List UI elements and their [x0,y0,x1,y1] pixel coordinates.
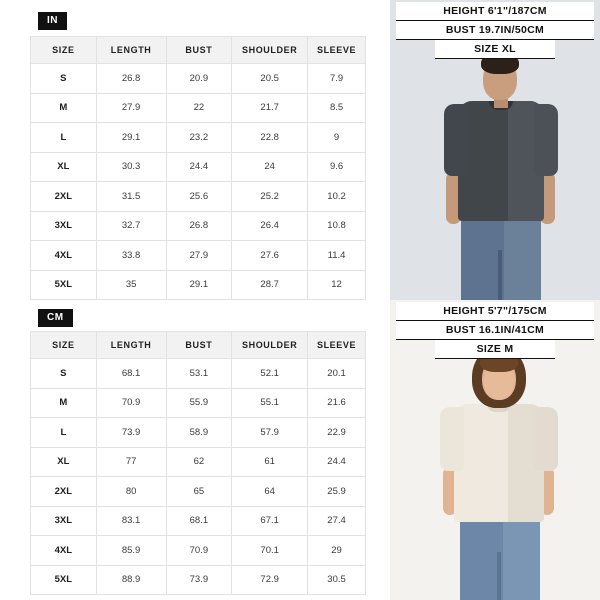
cell-shoulder: 55.1 [232,388,308,418]
column-header-shoulder: SHOULDER [232,37,308,64]
male-height-label: HEIGHT 6'1"/187CM [396,2,594,21]
cell-length: 27.9 [96,93,166,123]
cell-bust: 25.6 [166,182,232,212]
cell-sleeve: 7.9 [308,64,366,94]
cell-bust: 27.9 [166,241,232,271]
size-table-centimeters [30,331,366,595]
cell-length: 31.5 [96,182,166,212]
cell-sleeve: 21.6 [308,388,366,418]
cell-shoulder: 28.7 [232,270,308,300]
cell-shoulder: 67.1 [232,506,308,536]
table-header-row [31,332,366,359]
column-header-bust: BUST [166,332,232,359]
unit-badge-cm: CM [38,309,73,327]
cell-bust: 73.9 [166,565,232,595]
cell-sleeve: 12 [308,270,366,300]
male-right-sleeve [534,104,558,176]
cell-length: 88.9 [96,565,166,595]
size-table-inches [30,36,366,300]
cell-sleeve: 9.6 [308,152,366,182]
cell-bust: 58.9 [166,418,232,448]
cell-length: 73.9 [96,418,166,448]
cell-length: 85.9 [96,536,166,566]
cell-shoulder: 22.8 [232,123,308,153]
cell-shoulder: 72.9 [232,565,308,595]
cell-sleeve: 22.9 [308,418,366,448]
cell-length: 29.1 [96,123,166,153]
cell-size: 3XL [31,506,97,536]
cell-sleeve: 9 [308,123,366,153]
cell-sleeve: 25.9 [308,477,366,507]
cell-size: 5XL [31,270,97,300]
cell-sleeve: 24.4 [308,447,366,477]
column-header-length: LENGTH [96,37,166,64]
table-row [31,418,366,448]
model-photos-column [390,0,600,600]
female-jeans-seam [497,552,501,600]
column-header-size: SIZE [31,37,97,64]
table-row [31,506,366,536]
cell-bust: 26.8 [166,211,232,241]
cell-shoulder: 27.6 [232,241,308,271]
table-row [31,536,366,566]
table-row [31,241,366,271]
table-row [31,123,366,153]
cell-sleeve: 10.8 [308,211,366,241]
table-row [31,447,366,477]
table-row [31,359,366,389]
unit-badge-in-wrapper [38,10,67,30]
cell-length: 30.3 [96,152,166,182]
cell-shoulder: 25.2 [232,182,308,212]
cell-size: XL [31,152,97,182]
cell-sleeve: 8.5 [308,93,366,123]
cell-bust: 68.1 [166,506,232,536]
cell-size: M [31,388,97,418]
female-jeans-shadow [503,518,540,600]
cell-length: 33.8 [96,241,166,271]
table-row [31,565,366,595]
cell-length: 80 [96,477,166,507]
cell-size: L [31,418,97,448]
cell-bust: 55.9 [166,388,232,418]
female-size-label: SIZE M [435,340,555,359]
female-bust-label: BUST 16.1IN/41CM [396,321,594,340]
column-header-shoulder: SHOULDER [232,332,308,359]
column-header-sleeve: SLEEVE [308,332,366,359]
cell-sleeve: 11.4 [308,241,366,271]
cell-length: 26.8 [96,64,166,94]
column-header-bust: BUST [166,37,232,64]
cell-length: 68.1 [96,359,166,389]
female-height-label: HEIGHT 5'7"/175CM [396,302,594,321]
cell-length: 70.9 [96,388,166,418]
female-measurement-box [396,302,594,359]
cell-sleeve: 10.2 [308,182,366,212]
cell-bust: 29.1 [166,270,232,300]
cell-shoulder: 24 [232,152,308,182]
cell-size: S [31,64,97,94]
unit-badge-in: IN [38,12,67,30]
table-row [31,64,366,94]
cell-sleeve: 20.1 [308,359,366,389]
table-row [31,211,366,241]
cell-bust: 65 [166,477,232,507]
table-row [31,270,366,300]
cell-size: 4XL [31,241,97,271]
model-photo-female [390,300,600,600]
cell-bust: 22 [166,93,232,123]
cell-bust: 53.1 [166,359,232,389]
cell-sleeve: 29 [308,536,366,566]
cell-bust: 70.9 [166,536,232,566]
table-row [31,93,366,123]
male-bust-label: BUST 19.7IN/50CM [396,21,594,40]
male-jeans-shadow [504,214,541,300]
cell-size: L [31,123,97,153]
cell-shoulder: 70.1 [232,536,308,566]
cell-length: 83.1 [96,506,166,536]
cell-length: 77 [96,447,166,477]
unit-badge-cm-wrapper [38,307,73,327]
male-jeans-seam [498,250,502,300]
column-header-sleeve: SLEEVE [308,37,366,64]
cell-bust: 24.4 [166,152,232,182]
cell-bust: 20.9 [166,64,232,94]
cell-sleeve: 30.5 [308,565,366,595]
cell-shoulder: 57.9 [232,418,308,448]
cell-sleeve: 27.4 [308,506,366,536]
cell-shoulder: 26.4 [232,211,308,241]
cell-size: 5XL [31,565,97,595]
cell-length: 32.7 [96,211,166,241]
cell-size: 3XL [31,211,97,241]
cell-size: 2XL [31,477,97,507]
cell-size: S [31,359,97,389]
cell-size: XL [31,447,97,477]
cell-shoulder: 21.7 [232,93,308,123]
cell-bust: 23.2 [166,123,232,153]
cell-length: 35 [96,270,166,300]
table-row [31,477,366,507]
cell-size: 2XL [31,182,97,212]
cell-shoulder: 52.1 [232,359,308,389]
cell-shoulder: 20.5 [232,64,308,94]
cell-size: M [31,93,97,123]
table-header-row [31,37,366,64]
male-left-sleeve [444,104,468,176]
cell-bust: 62 [166,447,232,477]
cell-shoulder: 61 [232,447,308,477]
table-row [31,182,366,212]
female-left-sleeve [440,407,464,471]
male-size-label: SIZE XL [435,40,555,59]
female-right-sleeve [534,407,558,471]
male-measurement-box [396,2,594,59]
column-header-size: SIZE [31,332,97,359]
model-photo-male [390,0,600,300]
cell-shoulder: 64 [232,477,308,507]
table-row [31,152,366,182]
column-header-length: LENGTH [96,332,166,359]
table-row [31,388,366,418]
cell-size: 4XL [31,536,97,566]
